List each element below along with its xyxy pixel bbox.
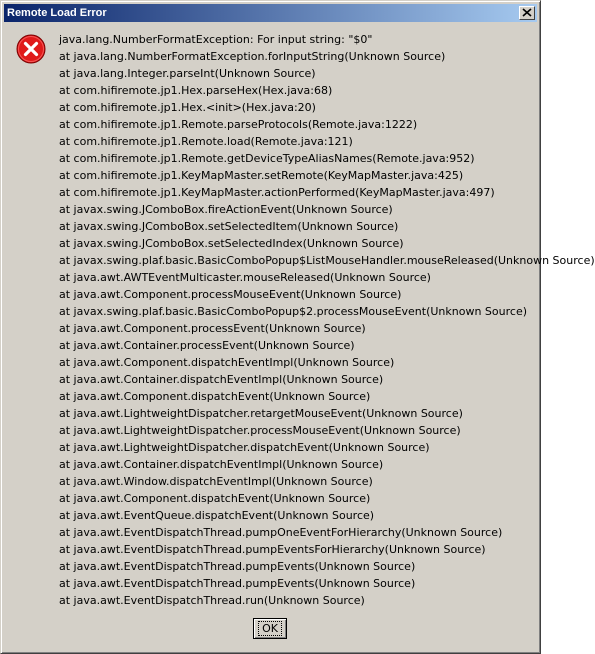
close-button[interactable] (519, 6, 535, 20)
stack-frame: at java.awt.EventDispatchThread.pumpEvents(Unknown Source) (59, 577, 416, 590)
stack-frame: at java.awt.EventDispatchThread.run(Unknown Source) (59, 594, 365, 607)
stack-frame: at com.hifiremote.jp1.Hex.<init>(Hex.java:20) (59, 101, 316, 114)
stack-frame: at com.hifiremote.jp1.KeyMapMaster.setRemote(KeyMapMaster.java:425) (59, 169, 464, 182)
stack-frame: at java.awt.Container.dispatchEventImpl(Unknown Source) (59, 373, 384, 386)
stack-frame: at java.awt.Window.dispatchEventImpl(Unknown Source) (59, 475, 373, 488)
stack-frame: at com.hifiremote.jp1.Hex.parseHex(Hex.java:68) (59, 84, 333, 97)
stack-frame: at java.awt.Component.processMouseEvent(Unknown Source) (59, 288, 402, 301)
ok-button-label: OK (259, 622, 281, 635)
stack-frame: at java.awt.Component.processEvent(Unknown Source) (59, 322, 366, 335)
stack-frame: at java.awt.Container.processEvent(Unknown Source) (59, 339, 355, 352)
stack-frame: at javax.swing.plaf.basic.BasicComboPopup$ListMouseHandler.mouseReleased(Unknown Source) (59, 254, 595, 267)
stack-trace (59, 31, 595, 609)
dialog-title: Remote Load Error (7, 7, 107, 19)
stack-frame: at javax.swing.JComboBox.fireActionEvent(Unknown Source) (59, 203, 393, 216)
stack-frame: at javax.swing.JComboBox.setSelectedItem(Unknown Source) (59, 220, 399, 233)
title-bar[interactable] (4, 4, 537, 22)
stack-frame: at java.awt.Component.dispatchEvent(Unknown Source) (59, 492, 371, 505)
stack-frame: at java.lang.Integer.parseInt(Unknown Source) (59, 67, 316, 80)
stack-frame: at javax.swing.JComboBox.setSelectedIndex(Unknown Source) (59, 237, 404, 250)
stack-frame: at java.awt.EventQueue.dispatchEvent(Unknown Source) (59, 509, 375, 522)
stack-frame: at java.awt.LightweightDispatcher.dispatchEvent(Unknown Source) (59, 441, 430, 454)
stack-frame: at java.awt.EventDispatchThread.pumpEventsForHierarchy(Unknown Source) (59, 543, 486, 556)
stack-frame: at java.awt.Container.dispatchEventImpl(Unknown Source) (59, 458, 384, 471)
stack-frame: at com.hifiremote.jp1.Remote.load(Remote.java:121) (59, 135, 353, 148)
stack-frame: at java.awt.EventDispatchThread.pumpOneEventForHierarchy(Unknown Source) (59, 526, 503, 539)
stack-frame: at java.awt.Component.dispatchEvent(Unknown Source) (59, 390, 371, 403)
stack-frame: at java.awt.EventDispatchThread.pumpEvents(Unknown Source) (59, 560, 416, 573)
stack-frame: at com.hifiremote.jp1.Remote.parseProtocols(Remote.java:1222) (59, 118, 418, 131)
stack-frame: at java.awt.AWTEventMulticaster.mouseReleased(Unknown Source) (59, 271, 431, 284)
stack-frame: at javax.swing.plaf.basic.BasicComboPopup$2.processMouseEvent(Unknown Source) (59, 305, 527, 318)
ok-button[interactable] (253, 618, 287, 639)
close-icon (523, 9, 531, 16)
stack-frame: at java.awt.LightweightDispatcher.processMouseEvent(Unknown Source) (59, 424, 461, 437)
stack-frame: at com.hifiremote.jp1.Remote.getDeviceTypeAliasNames(Remote.java:952) (59, 152, 475, 165)
exception-message: java.lang.NumberFormatException: For input string: "$0" (59, 33, 373, 46)
error-icon (15, 33, 47, 65)
stack-frame: at java.lang.NumberFormatException.forInputString(Unknown Source) (59, 50, 446, 63)
stack-frame: at com.hifiremote.jp1.KeyMapMaster.actionPerformed(KeyMapMaster.java:497) (59, 186, 495, 199)
stack-frame: at java.awt.Component.dispatchEventImpl(Unknown Source) (59, 356, 395, 369)
stack-frame: at java.awt.LightweightDispatcher.retargetMouseEvent(Unknown Source) (59, 407, 463, 420)
